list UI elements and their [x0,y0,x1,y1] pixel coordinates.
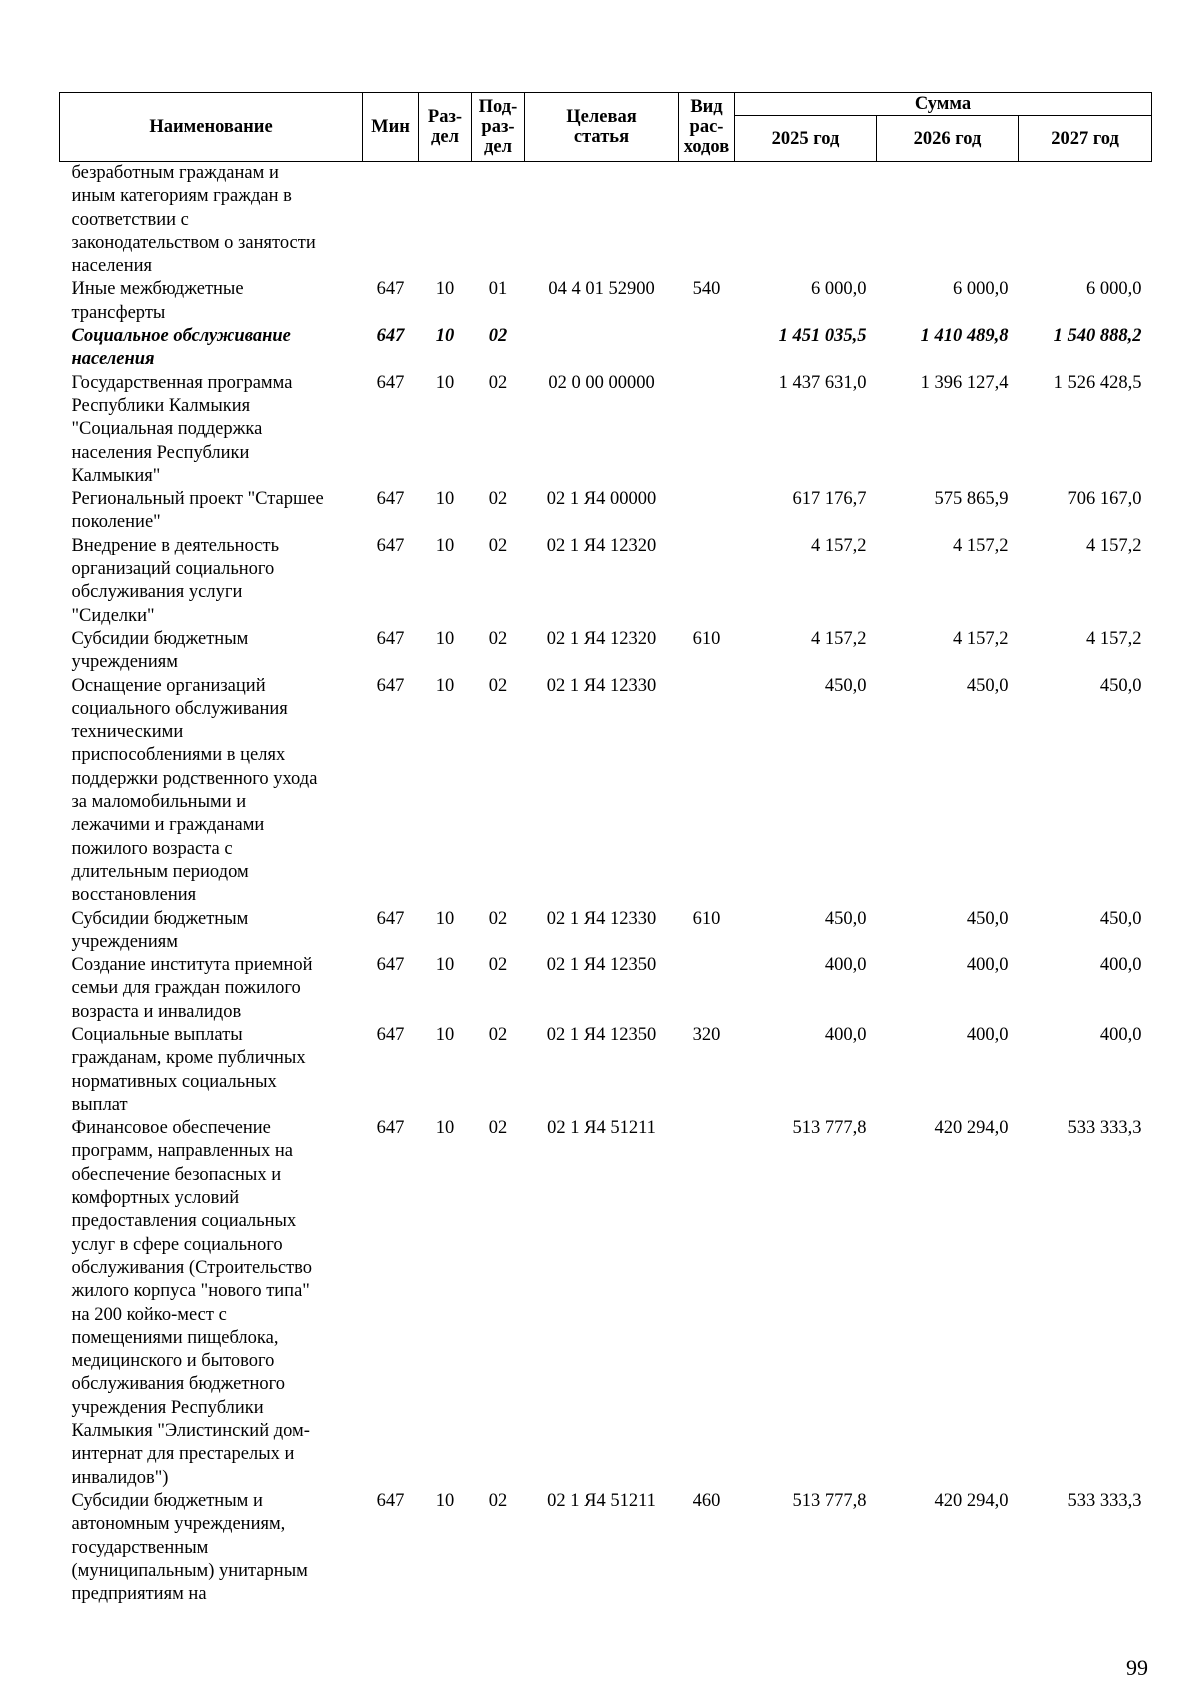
row-2026-amount: 575 865,9 [934,489,1009,510]
row-min-cell: 647 [376,489,405,510]
row-podrazdel-cell: 02 [488,908,508,929]
row-vid-cell [679,325,735,372]
row-celevaya-cell: 02 1 Я4 12320 [546,535,657,556]
table-row [60,1024,1152,1117]
row-2025-amount: 400,0 [824,1024,867,1045]
row-min-cell: 647 [376,675,405,696]
row-celevaya-cell: 04 4 01 52900 [548,279,655,300]
row-name-cell: Создание института приемной семьи для граждан пожилого возраста и инвалидов [71,955,313,1022]
row-2026-amount: 400,0 [966,1024,1009,1045]
row-min-cell: 647 [376,1490,405,1511]
row-min-cell [363,162,419,279]
row-min-cell: 647 [376,628,405,649]
row-2027-amount: 1 540 888,2 [1053,326,1142,347]
row-name-cell: Социальное обслуживание населения [71,326,291,370]
table-header [60,93,1152,162]
row-2027-amount: 4 157,2 [1086,535,1142,556]
row-2025-amount: 513 777,8 [792,1490,867,1511]
row-vid-cell [679,162,735,279]
header-summa: Сумма [735,93,1152,116]
row-razdel-cell: 10 [435,908,455,929]
row-vid-cell: 320 [692,1024,721,1045]
row-2026-amount: 420 294,0 [934,1118,1009,1139]
row-vid-cell: 610 [692,628,721,649]
row-name-cell: Государственная программа Республики Калмыкия "Социальная поддержка населения Республики Калмыкия" [71,372,293,486]
row-razdel-cell: 10 [435,675,455,696]
row-razdel-cell: 10 [435,1490,455,1511]
table-row [60,954,1152,1024]
row-razdel-cell: 10 [435,1118,455,1139]
row-2026-amount: 4 157,2 [953,535,1009,556]
table-row [60,1490,1152,1606]
row-2026-amount: 420 294,0 [934,1490,1009,1511]
row-razdel-cell: 10 [435,628,455,649]
header-name: Наименование [60,93,363,162]
row-celevaya-cell: 02 1 Я4 12320 [546,628,657,649]
table-row [60,278,1152,325]
page-number: 99 [1126,1655,1148,1680]
row-podrazdel-cell: 02 [488,1490,508,1511]
budget-table-page [59,92,1151,1606]
row-2027-amount: 6 000,0 [1086,279,1142,300]
table-row [60,488,1152,535]
row-celevaya-cell: 02 1 Я4 51211 [547,1490,656,1511]
row-razdel-cell [419,162,472,279]
header-celevaya: Целевая статья [525,93,679,162]
row-2026-amount: 450,0 [966,675,1009,696]
row-razdel-cell: 10 [435,279,455,300]
row-celevaya-cell [525,325,679,372]
row-vid-cell [679,488,735,535]
row-podrazdel-cell: 02 [488,628,508,649]
row-min-cell: 647 [376,279,405,300]
row-name-cell: Субсидии бюджетным учреждениям [71,908,249,952]
row-podrazdel-cell: 02 [488,1118,508,1139]
row-2025-amount: 1 437 631,0 [778,372,867,393]
row-celevaya-cell: 02 1 Я4 12350 [546,955,657,976]
table-row [60,325,1152,372]
row-2027-amount: 400,0 [1099,1024,1142,1045]
table-row [60,675,1152,908]
row-vid-cell [679,954,735,1024]
row-name-cell: Субсидии бюджетным и автономным учреждениям, государственным (муниципальным) унитарным предприятиям на [71,1490,308,1605]
row-podrazdel-cell: 02 [488,675,508,696]
row-2027-amount [1019,162,1152,279]
table-row [60,1117,1152,1490]
row-razdel-cell: 10 [435,535,455,556]
row-podrazdel-cell [472,162,525,279]
row-vid-cell [679,1117,735,1490]
row-2026-amount: 1 396 127,4 [920,372,1009,393]
row-2026-amount: 1 410 489,8 [920,326,1009,347]
row-razdel-cell: 10 [435,326,455,347]
row-2027-amount: 706 167,0 [1067,489,1142,510]
row-2025-amount: 513 777,8 [792,1118,867,1139]
row-2025-amount: 400,0 [824,955,867,976]
header-podrazdel: Под- раз- дел [472,93,525,162]
table-body [60,162,1152,1607]
row-podrazdel-cell: 02 [488,1024,508,1045]
row-razdel-cell: 10 [435,1024,455,1045]
row-name-cell: Финансовое обеспечение программ, направленных на обеспечение безопасных и комфортных условий предоставления социальных услуг в сфере социального обслуживания (Строительство жилого корпуса "нового типа" на 200 койко-мест с помещениями пищеблока, медицинского и бытового обслуживания бюджетного учреждения Республики Калмыкия "Элистинский дом- интернат для престарелых и инвалидов") [71,1118,313,1488]
header-year-2026: 2026 год [877,116,1019,162]
row-2027-amount: 533 333,3 [1067,1490,1142,1511]
row-2026-amount: 6 000,0 [953,279,1009,300]
row-vid-cell [679,675,735,908]
table-row [60,908,1152,955]
row-podrazdel-cell: 02 [488,955,508,976]
header-razdel: Раз- дел [419,93,472,162]
row-2027-amount: 1 526 428,5 [1053,372,1142,393]
row-2025-amount: 4 157,2 [811,628,867,649]
row-2027-amount: 4 157,2 [1086,628,1142,649]
table-row [60,372,1152,488]
row-2025-amount [735,162,877,279]
row-name-cell: Оснащение организаций социального обслуживания техническими приспособлениями в целях поддержки родственного ухода за маломобильными и лежачими и гражданами пожилого возраста с длительным периодом восстановления [71,675,318,906]
header-year-2027: 2027 год [1019,116,1152,162]
header-year-2025: 2025 год [735,116,877,162]
row-min-cell: 647 [376,908,405,929]
row-min-cell: 647 [376,955,405,976]
row-celevaya-cell: 02 1 Я4 12330 [546,675,657,696]
row-celevaya-cell: 02 1 Я4 12350 [546,1024,657,1045]
row-min-cell: 647 [376,372,405,393]
row-name-cell: Внедрение в деятельность организаций социального обслуживания услуги "Сиделки" [71,535,280,626]
table-row [60,162,1152,279]
row-2027-amount: 450,0 [1099,675,1142,696]
row-2026-amount [877,162,1019,279]
row-name-cell: Региональный проект "Старшее поколение" [71,489,324,533]
budget-table [59,92,1152,1606]
header-min: Мин [363,93,419,162]
row-2025-amount: 617 176,7 [792,489,867,510]
row-vid-cell [679,535,735,628]
row-name-cell: Социальные выплаты гражданам, кроме публичных нормативных социальных выплат [71,1024,306,1115]
row-podrazdel-cell: 02 [488,535,508,556]
row-podrazdel-cell: 02 [488,489,508,510]
row-2026-amount: 400,0 [966,955,1009,976]
row-podrazdel-cell: 02 [488,372,508,393]
row-2025-amount: 450,0 [824,908,867,929]
row-podrazdel-cell: 01 [488,279,508,300]
table-row [60,535,1152,628]
row-2025-amount: 450,0 [824,675,867,696]
row-2025-amount: 6 000,0 [811,279,867,300]
row-razdel-cell: 10 [435,489,455,510]
row-2027-amount: 533 333,3 [1067,1118,1142,1139]
row-2025-amount: 4 157,2 [811,535,867,556]
row-2026-amount: 450,0 [966,908,1009,929]
row-2026-amount: 4 157,2 [953,628,1009,649]
row-2025-amount: 1 451 035,5 [778,326,867,347]
row-celevaya-cell: 02 1 Я4 51211 [547,1118,656,1139]
row-name-cell: безработным гражданам и иным категориям граждан в соответствии с законодательством о занятости населения [71,163,316,277]
row-celevaya-cell [525,162,679,279]
header-vid: Вид рас- ходов [679,93,735,162]
row-podrazdel-cell: 02 [488,326,508,347]
row-celevaya-cell: 02 0 00 00000 [548,372,655,393]
row-vid-cell: 460 [692,1490,721,1511]
row-min-cell: 647 [376,1118,405,1139]
row-razdel-cell: 10 [435,955,455,976]
row-razdel-cell: 10 [435,372,455,393]
row-min-cell: 647 [376,1024,405,1045]
row-celevaya-cell: 02 1 Я4 00000 [546,489,657,510]
row-vid-cell [679,372,735,488]
row-min-cell: 647 [376,326,405,347]
row-2027-amount: 400,0 [1099,955,1142,976]
table-row [60,628,1152,675]
row-celevaya-cell: 02 1 Я4 12330 [546,908,657,929]
row-2027-amount: 450,0 [1099,908,1142,929]
row-name-cell: Иные межбюджетные трансферты [71,279,244,323]
row-name-cell: Субсидии бюджетным учреждениям [71,628,249,673]
row-vid-cell: 610 [692,908,721,929]
row-min-cell: 647 [376,535,405,556]
row-vid-cell: 540 [692,279,721,300]
